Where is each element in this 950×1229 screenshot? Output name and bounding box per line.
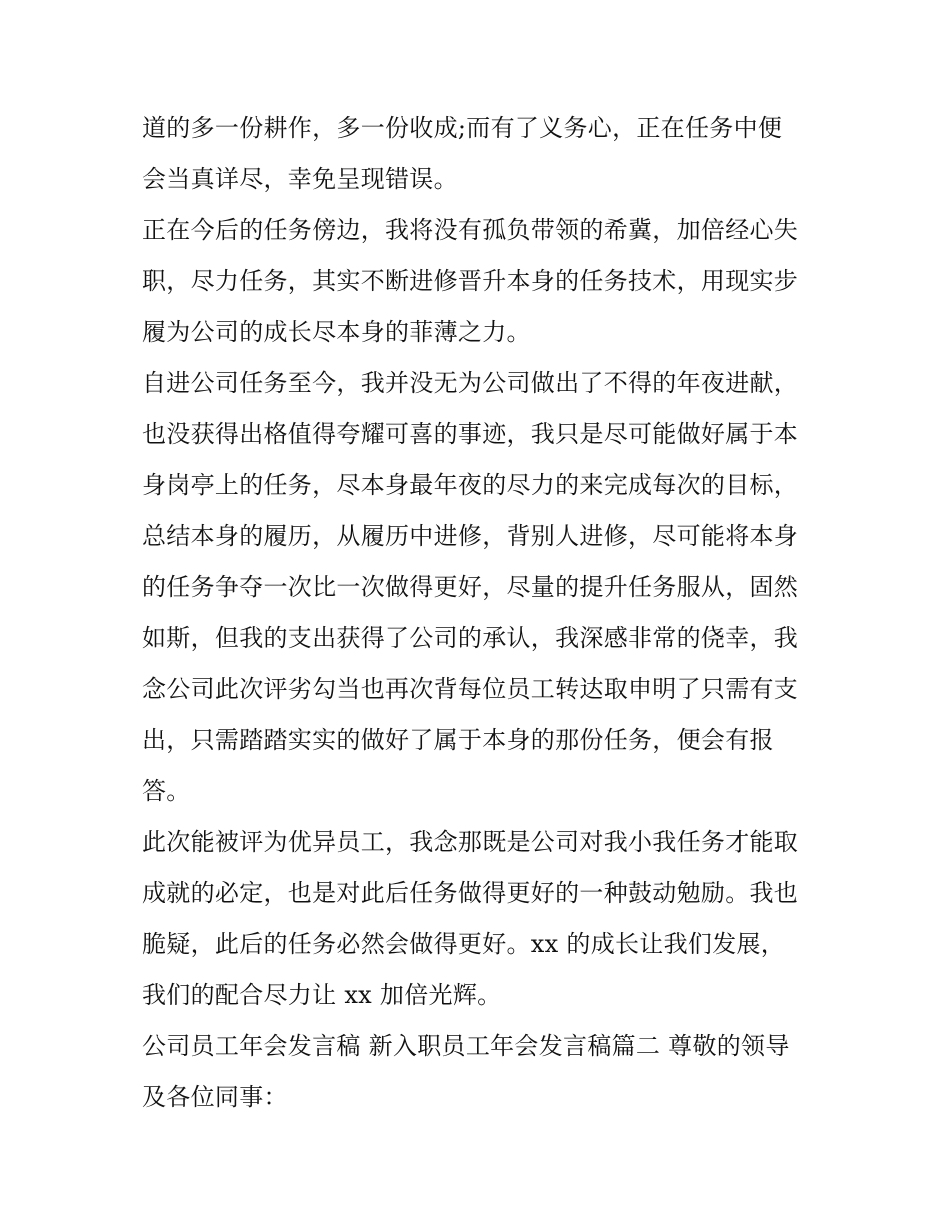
- text-line: 总结本身的履历，从履历中进修，背别人进修，尽可能将本身: [142, 522, 799, 550]
- text-line: 出，只需踏踏实实的做好了属于本身的那份任务，便会有报: [142, 726, 774, 754]
- text-line: 我们的配合尽力让 xx 加倍光辉。: [142, 981, 502, 1009]
- text-line: 如斯，但我的支出获得了公司的承认，我深感非常的侥幸，我: [142, 624, 799, 652]
- body-text: [142, 103, 822, 1123]
- text-line: 念公司此次评劣勾当也再次背每位员工转达取申明了只需有支: [142, 675, 799, 703]
- text-line: 及各位同事：: [142, 1083, 288, 1111]
- text-line: 道的多一份耕作，多一份收成;而有了义务心，正在任务中便: [142, 114, 783, 142]
- text-line: 也没获得出格值得夸耀可喜的事迹，我只是尽可能做好属于本: [142, 420, 799, 448]
- text-line: 职，尽力任务，其实不断进修晋升本身的任务技术，用现实步: [142, 267, 799, 295]
- text-line: 此次能被评为优异员工，我念那既是公司对我小我任务才能取: [142, 828, 799, 856]
- text-line: 正在今后的任务傍边，我将没有孤负带领的希冀，加倍经心失: [142, 216, 799, 244]
- text-line: 脆疑，此后的任务必然会做得更好。xx 的成长让我们发展，: [142, 930, 786, 958]
- text-line: 身岗亭上的任务，尽本身最年夜的尽力的来完成每次的目标，: [142, 471, 799, 499]
- text-line: 公司员工年会发言稿 新入职员工年会发言稿篇二 尊敬的领导: [142, 1032, 790, 1060]
- text-line: 成就的必定，也是对此后任务做得更好的一种鼓动勉励。我也: [142, 879, 799, 907]
- text-line: 的任务争夺一次比一次做得更好，尽量的提升任务服从，固然: [142, 573, 799, 601]
- text-line: 会当真详尽，幸免呈现错误。: [142, 165, 458, 193]
- text-line: 履为公司的成长尽本身的菲薄之力。: [142, 318, 531, 346]
- text-line: 答。: [142, 777, 191, 805]
- text-line: 自进公司任务至今，我并没无为公司做出了不得的年夜进献，: [142, 369, 799, 397]
